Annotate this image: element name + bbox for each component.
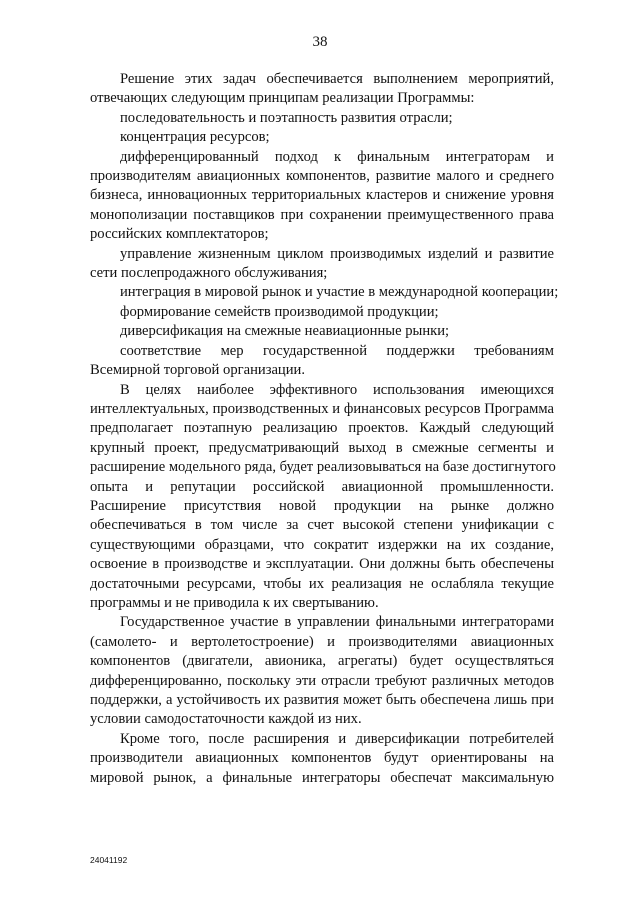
text-line: Кроме того, после расширения и диверсификации потребителей [120,730,554,747]
text-line: российских комплектаторов; [90,226,269,243]
text-line: Всемирной торговой организации. [90,362,306,379]
text-line: Расширение присутствия новой продукции на рынке должно [90,497,554,514]
text-line: предполагает поэтапную реализацию проектов. Каждый следующий [90,420,554,437]
page-number: 38 [312,34,328,50]
text-line: концентрация ресурсов; [120,129,270,146]
text-line: интеграция в мировой рынок и участие в международной кооперации; [120,284,559,301]
text-line: существующими образцами, что сократит издержки на их создание, [90,536,554,553]
text-line: В целях наиболее эффективного использования имеющихся [120,381,554,398]
text-line: управление жизненным циклом производимых изделий и развитие [120,245,554,262]
text-line: бизнеса, инновационных территориальных кластеров и снижение уровня [90,187,554,204]
text-line: компонентов (двигатели, авионика, агрегаты) будет осуществляться [90,653,554,670]
text-line: освоение в производстве и эксплуатации. Они должны быть обеспечены [90,556,554,573]
document-code: 24041192 [90,855,128,865]
document-body [90,70,559,788]
text-line: сети послепродажного обслуживания; [90,265,328,282]
text-line: последовательность и поэтапность развития отрасли; [120,109,453,126]
text-line: условии самодостаточности каждой из них. [90,711,362,728]
text-line: крупный проект, предусматривающий выход в смежные сегменты и [90,439,554,456]
text-line: дифференцированный подход к финальным интеграторам и [120,148,554,165]
text-line: интеллектуальных, производственных и финансовых ресурсов Программа [90,400,554,417]
text-line: формирование семейств производимой продукции; [120,303,439,320]
text-line: Государственное участие в управлении финальными интеграторами [120,614,554,631]
text-line: программы и не приводила к их свертыванию. [90,594,379,611]
text-line: отвечающих следующим принципам реализации Программы: [90,90,475,107]
text-line: обеспечиваться в том числе за счет высокой степени унификации с [90,517,554,534]
text-line: (самолето- и вертолетостроение) и производителями авиационных [90,633,554,650]
text-line: расширение модельного ряда, будет реализовываться на базе достигнутого [90,459,556,476]
text-line: диверсификация на смежные неавиационные рынки; [120,323,450,340]
text-line: производителям авиационных компонентов, развитие малого и среднего [90,168,554,185]
text-line: опыта и репутации российской авиационной промышленности. [90,478,554,495]
text-line: монополизации поставщиков при сохранении преимущественного права [90,206,554,223]
text-line: Решение этих задач обеспечивается выполнением мероприятий, [120,71,554,87]
text-line: достаточными ресурсами, чтобы их реализация не ослабляла текущие [90,575,554,592]
text-line: производители авиационных компонентов будут ориентированы на [90,750,554,767]
text-line: соответствие мер государственной поддержки требованиям [120,342,554,359]
text-line: дифференцированно, поскольку эти отрасли требуют различных методов [90,672,554,689]
text-line: поддержки, а устойчивость их развития может быть обеспечена лишь при [90,692,554,708]
text-line: мировой рынок, а финальные интеграторы обеспечат максимальную [90,769,554,786]
